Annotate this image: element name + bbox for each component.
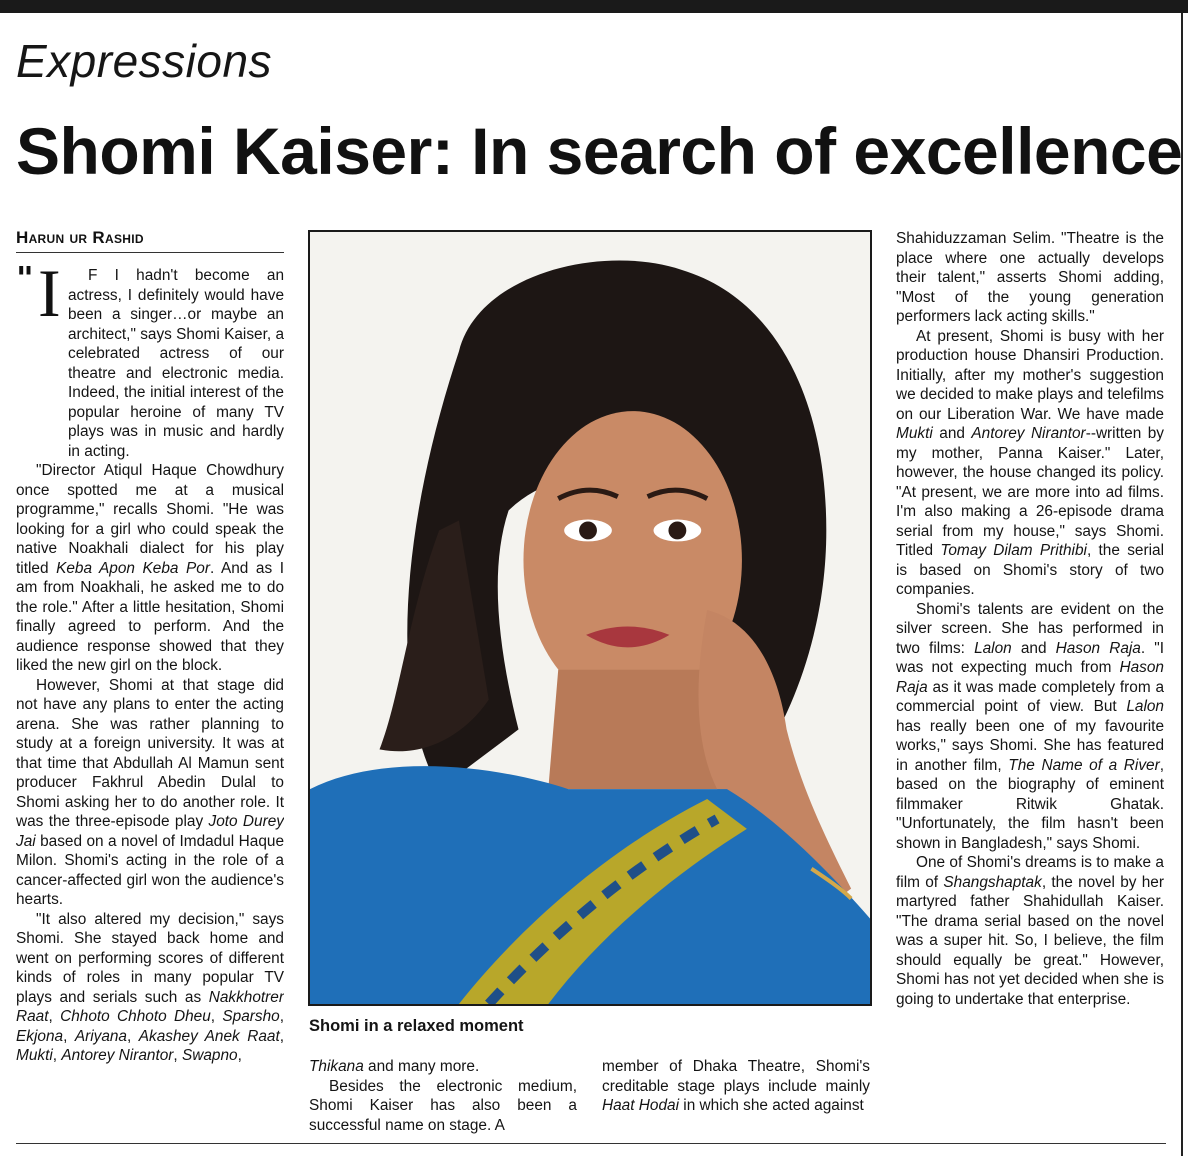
paragraph: Shomi's talents are evident on the silver screen. She has performed in two films: Lalon and Hason Raja. "I was not expecting much from Hason Raja as it was made completely from a commercial point of view. But Lalon has really been one of my favourite works," says Shomi. She has featured in another film, The Name of a River, based on the biography of eminent filmmaker Ritwik Ghatak. "Unfortunately, the film hasn't been shown in Bangladesh," says Shomi.: [896, 600, 1164, 852]
top-rule: [0, 0, 1188, 13]
headline: Shomi Kaiser: In search of excellence: [16, 114, 1183, 188]
paragraph: member of Dhaka Theatre, Shomi's creditable stage plays include mainly Haat Hodai in which she acted against: [602, 1058, 870, 1114]
paragraph: At present, Shomi is busy with her production house Dhansiri Production. Initially, after my mother's suggestion we decided to make plays and telefilms on our Liberation War. We have made Mukti and Antorey Nirantor--written by my mother, Panna Kaiser." Later, however, the house changed its policy. "At present, we are more into ad films. I'm also making a 26-episode drama serial from my house," says Shomi. Titled Tomay Dilam Prithibi, the serial is based on Shomi's story of two companies.: [896, 327, 1164, 598]
drop-cap: I: [38, 266, 61, 331]
bottom-rule: [16, 1143, 1166, 1144]
quote-mark: ": [16, 266, 34, 299]
article-column-bottom-left: [309, 1057, 577, 1141]
article-column-left: [16, 266, 284, 1142]
paragraph: "It also altered my decision," says Shomi. She stayed back home and went on performing scores of different kinds of roles in many popular TV plays and serials such as Nakkhotrer Raat, Chhoto Chhoto Dheu, Sparsho, Ekjona, Ariyana, Akashey Anek Raat, Mukti, Antorey Nirantor, Swapno,: [16, 910, 284, 1064]
section-label: Expressions: [16, 35, 273, 87]
paragraph: Besides the electronic medium, Shomi Kaiser has also been a successful name on stage. A: [309, 1077, 577, 1134]
portrait-photo: [308, 230, 872, 1006]
lead-text: F I hadn't become an actress, I definitely would have been a singer…or maybe an architect," says Shomi Kaiser, a celebrated actress of our theatre and electronic media. Indeed, the initial interest of the popular heroine of many TV plays was in music and hardly in acting.: [68, 267, 284, 460]
lead-paragraph: [16, 266, 284, 461]
paragraph: "Director Atiqul Haque Chowdhury once spotted me at a musical programme," recalls Shomi. "He was looking for a girl who could speak the native Noakhali dialect for his play titled Keba Apon Keba Por. And as I am from Noakhali, he asked me to do the role." After a little hesitation, Shomi finally agreed to perform. And the audience response showed that they liked the new girl on the block.: [16, 462, 284, 674]
portrait-illustration: [310, 232, 870, 1004]
paragraph: One of Shomi's dreams is to make a film of Shangshaptak, the novel by her martyred father Shahidullah Kaiser. "The drama serial based on the novel was a super hit. So, I believe, the film should equally be great." However, Shomi has not yet decided when she is going to undertake that enterprise.: [896, 854, 1164, 1008]
photo-caption: Shomi in a relaxed moment: [309, 1017, 524, 1035]
paragraph: Thikana and many more.: [309, 1058, 480, 1075]
article-column-right: [896, 229, 1164, 1129]
paragraph: Shahiduzzaman Selim. "Theatre is the place where one actually develops their talent," asserts Shomi adding, "Most of the young generation performers lack acting skills.": [896, 230, 1164, 325]
byline-rule: [16, 252, 284, 253]
paragraph: However, Shomi at that stage did not have any plans to enter the acting arena. She was rather planning to study at a foreign university. It was at that time that Abdullah Al Mamun sent producer Fakhrul Abedin Dulal to Shomi asking her to do another role. It was the three-episode play Joto Durey Jai based on a novel of Imdadul Haque Milon. Shomi's acting in the role of a cancer-affected girl won the audience's hearts.: [16, 676, 284, 908]
article-column-bottom-middle: [602, 1057, 870, 1141]
byline: Harun ur Rashid: [16, 228, 144, 247]
